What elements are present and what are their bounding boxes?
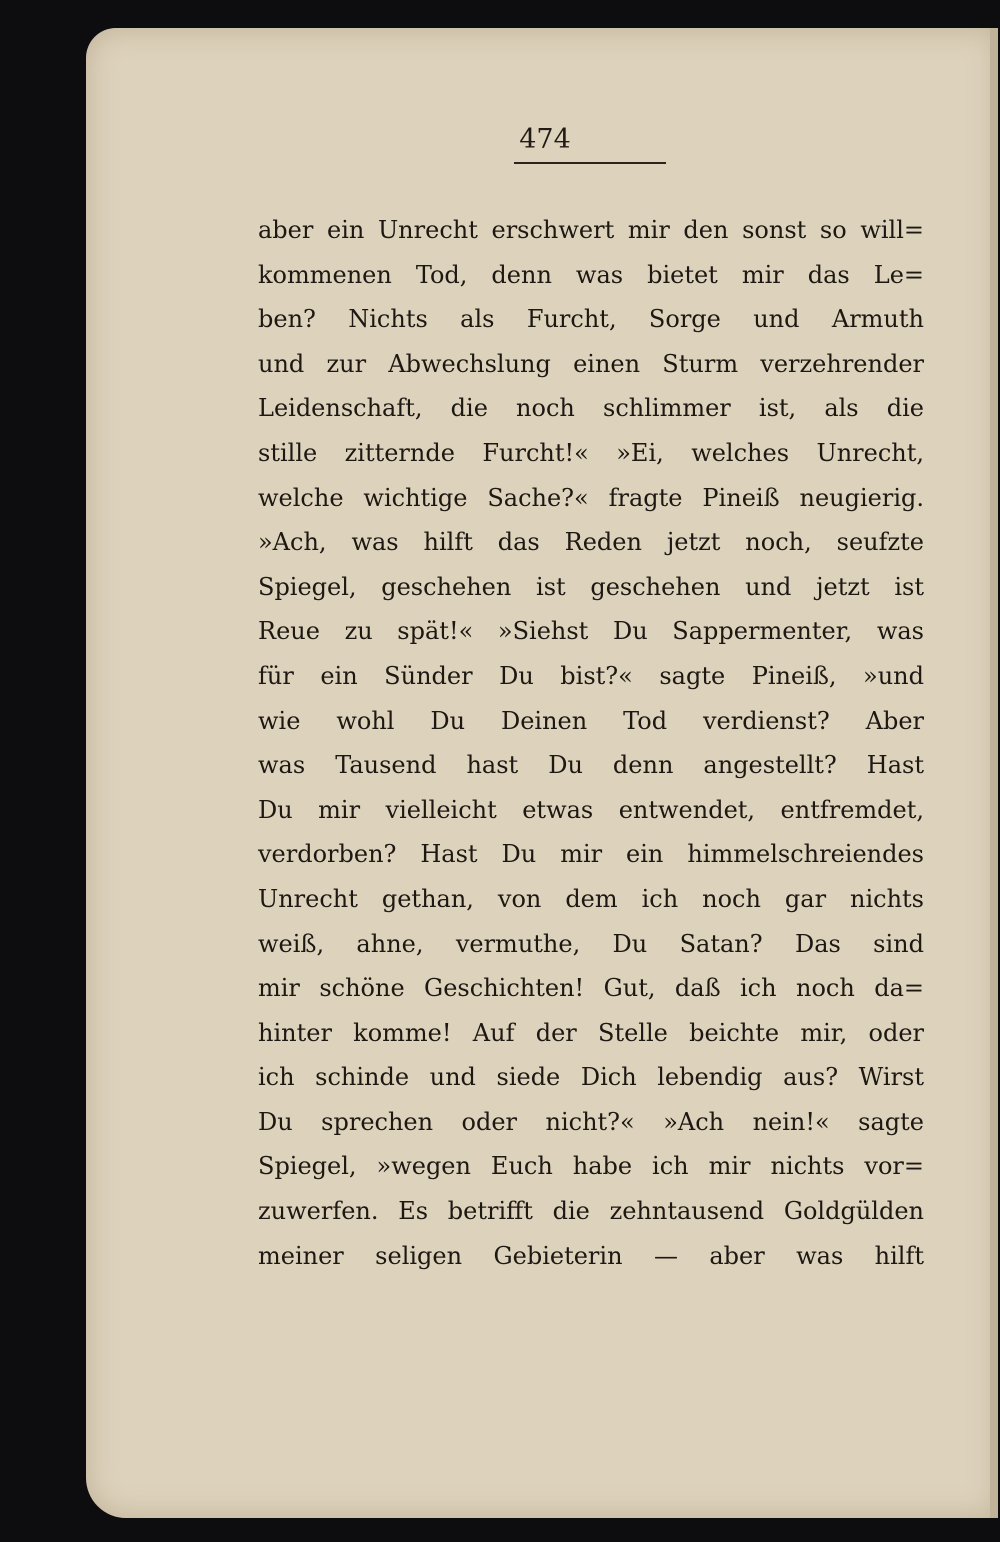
- text-line: Leidenschaft, die noch schlimmer ist, als die: [258, 394, 924, 423]
- text-line: verdorben? Hast Du mir ein himmelschreiendes: [258, 840, 924, 869]
- text-line: Du sprechen oder nicht?« »Ach nein!« sagte: [258, 1107, 924, 1136]
- text-line: »Ach, was hilft das Reden jetzt noch, seufzte: [258, 528, 924, 557]
- page-number: [86, 124, 998, 155]
- text-line: und zur Abwechslung einen Sturm verzehrender: [258, 349, 924, 378]
- text-line: aber ein Unrecht erschwert mir den sonst so will=: [258, 216, 924, 244]
- header-rule: [514, 162, 666, 164]
- text-line: zuwerfen. Es betrifft die zehntausend Goldgülden: [258, 1197, 924, 1226]
- page-edge: [990, 28, 998, 1518]
- text-line: welche wichtige Sache?« fragte Pineiß neugierig.: [258, 483, 924, 512]
- text-line: kommenen Tod, denn was bietet mir das Le=: [258, 260, 924, 289]
- text-line: weiß, ahne, vermuthe, Du Satan? Das sind: [258, 929, 924, 958]
- text-line: wie wohl Du Deinen Tod verdienst? Aber: [258, 706, 924, 735]
- text-line: Spiegel, »wegen Euch habe ich mir nichts vor=: [258, 1152, 924, 1181]
- text-line: für ein Sünder Du bist?« sagte Pineiß, »und: [258, 661, 924, 690]
- text-line: stille zitternde Furcht!« »Ei, welches Unrecht,: [258, 438, 924, 467]
- text-line: mir schöne Geschichten! Gut, daß ich noch da=: [258, 974, 924, 1003]
- text-line: Spiegel, geschehen ist geschehen und jetzt ist: [258, 572, 924, 601]
- text-line: Reue zu spät!« »Siehst Du Sappermenter, was: [258, 617, 924, 646]
- text-line: meiner seligen Gebieterin — aber was hilft: [258, 1241, 924, 1270]
- text-line: ben? Nichts als Furcht, Sorge und Armuth: [258, 305, 924, 334]
- page-number-text: 474: [519, 124, 571, 155]
- text-line: ich schinde und siede Dich lebendig aus? Wirst: [258, 1063, 924, 1092]
- text-line: Unrecht gethan, von dem ich noch gar nichts: [258, 884, 924, 913]
- body-text: [258, 208, 924, 1278]
- text-line: hinter komme! Auf der Stelle beichte mir, oder: [258, 1018, 924, 1047]
- text-line: was Tausend hast Du denn angestellt? Hast: [258, 751, 924, 780]
- text-line: Du mir vielleicht etwas entwendet, entfremdet,: [258, 795, 924, 824]
- paper-sheet: [86, 28, 998, 1518]
